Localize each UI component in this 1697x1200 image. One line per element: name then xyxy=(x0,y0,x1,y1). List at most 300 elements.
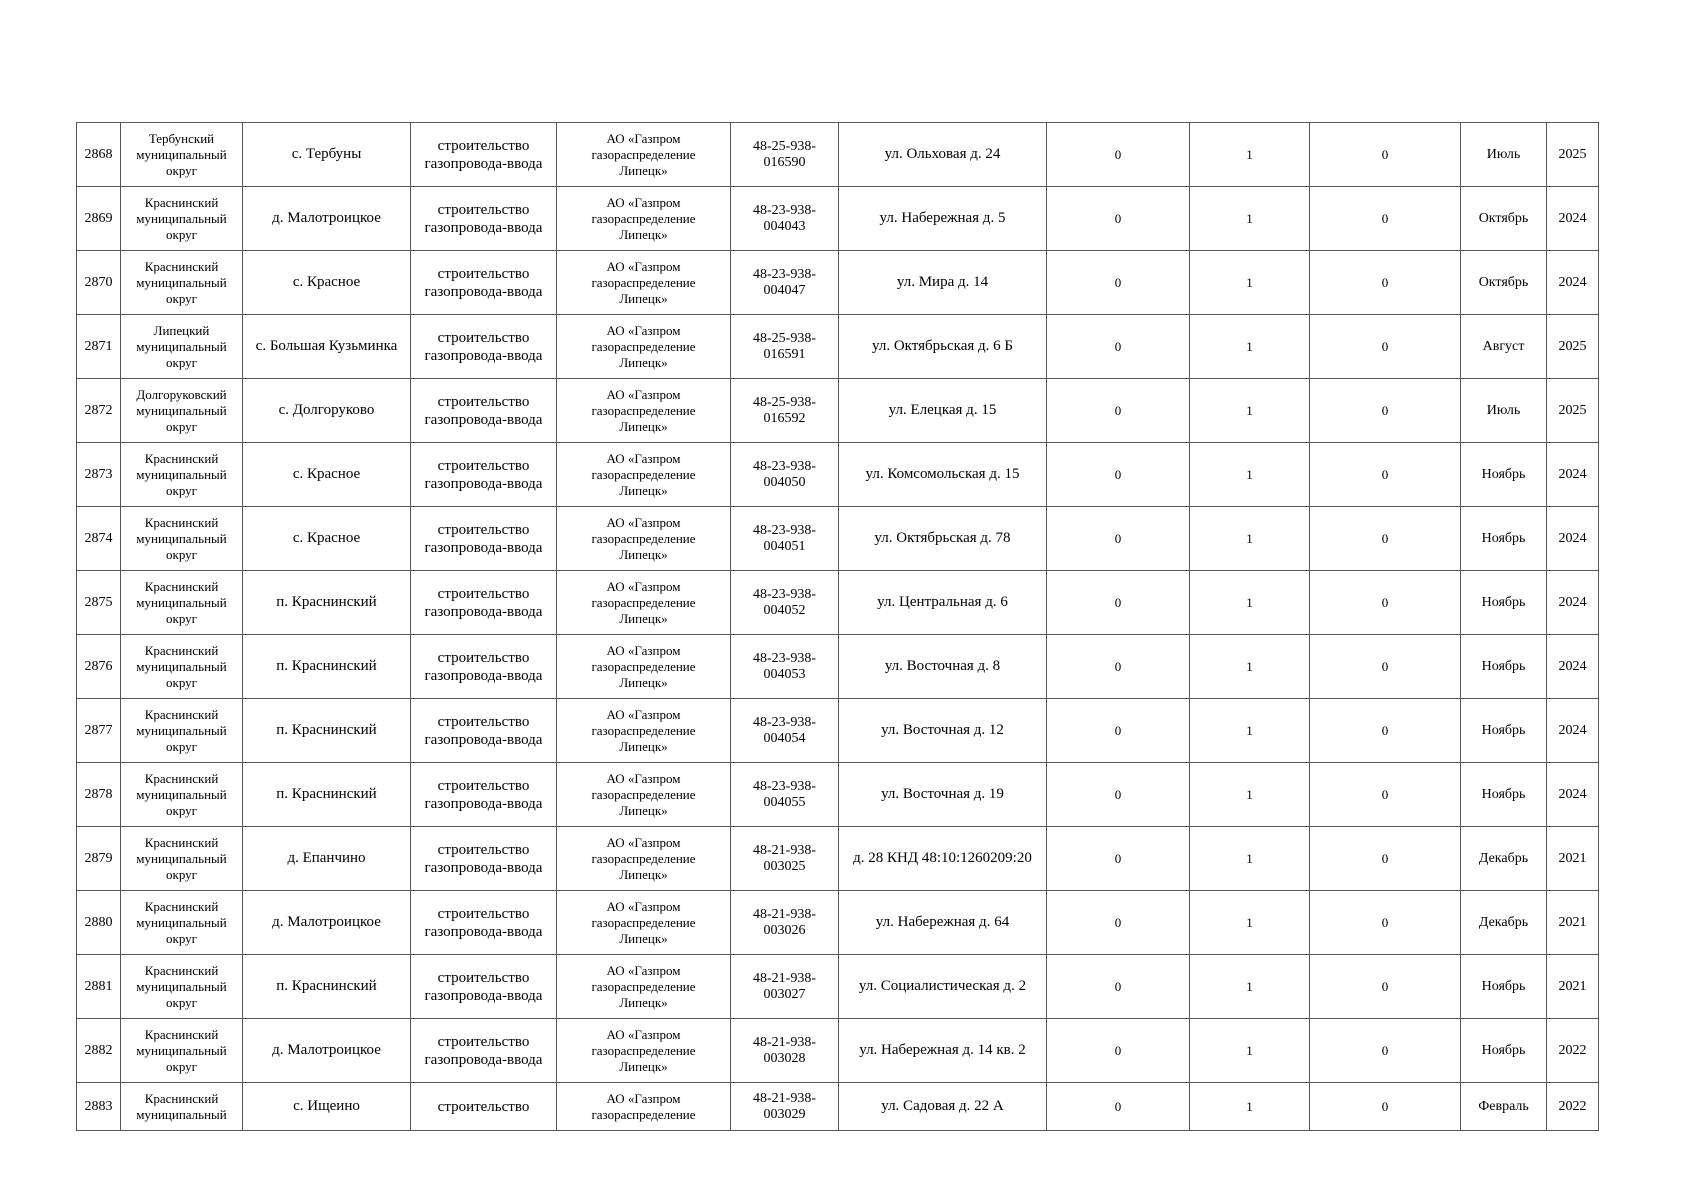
district-line: округ xyxy=(166,930,197,946)
address-cell: ул. Мира д. 14 xyxy=(839,251,1047,315)
organization-line: Липецк» xyxy=(619,930,668,946)
value-1-cell: 0 xyxy=(1047,315,1190,379)
district-line: Краснинский xyxy=(144,834,219,850)
organization-line: Липецк» xyxy=(619,418,668,434)
table-row xyxy=(77,379,1599,443)
value-2-cell: 1 xyxy=(1190,379,1310,443)
organization-cell xyxy=(557,955,731,1019)
district-line: Краснинский xyxy=(144,1026,219,1042)
object-code-line: 016592 xyxy=(763,410,806,426)
month-cell: Июль xyxy=(1461,379,1547,443)
table-row xyxy=(77,571,1599,635)
work-type-line: газопровода-ввода xyxy=(424,475,543,492)
data-table xyxy=(76,122,1599,1131)
organization-cell xyxy=(557,507,731,571)
organization-line: АО «Газпром xyxy=(606,898,681,914)
work-type-line: строительство xyxy=(437,265,530,282)
organization-line: Липецк» xyxy=(619,354,668,370)
organization-cell xyxy=(557,123,731,187)
value-1-cell: 0 xyxy=(1047,699,1190,763)
district-line: Краснинский xyxy=(144,706,219,722)
district-line: муниципальный xyxy=(136,722,227,738)
object-code-line: 48-23-938- xyxy=(753,586,816,602)
district-cell xyxy=(121,251,243,315)
locality-cell: с. Тербуны xyxy=(243,123,411,187)
district-line: муниципальный xyxy=(136,274,227,290)
row-number-cell: 2873 xyxy=(77,443,121,507)
organization-line: Липецк» xyxy=(619,674,668,690)
district-line: округ xyxy=(166,226,197,242)
organization-line: АО «Газпром xyxy=(606,706,681,722)
address-cell: ул. Садовая д. 22 А xyxy=(839,1083,1047,1131)
organization-line: Липецк» xyxy=(619,802,668,818)
object-code-line: 004050 xyxy=(763,474,806,490)
year-cell: 2025 xyxy=(1547,379,1599,443)
district-cell xyxy=(121,1019,243,1083)
district-cell xyxy=(121,507,243,571)
row-number-cell: 2869 xyxy=(77,187,121,251)
district-line: муниципальный xyxy=(136,914,227,930)
year-cell: 2021 xyxy=(1547,891,1599,955)
work-type-cell xyxy=(411,827,557,891)
table-row xyxy=(77,763,1599,827)
value-2-cell: 1 xyxy=(1190,699,1310,763)
organization-line: АО «Газпром xyxy=(606,450,681,466)
district-line: округ xyxy=(166,418,197,434)
value-3-cell: 0 xyxy=(1310,507,1461,571)
value-3-cell: 0 xyxy=(1310,571,1461,635)
year-cell: 2024 xyxy=(1547,571,1599,635)
organization-cell xyxy=(557,379,731,443)
work-type-line: газопровода-ввода xyxy=(424,219,543,236)
district-line: Краснинский xyxy=(144,194,219,210)
work-type-cell xyxy=(411,571,557,635)
row-number-cell: 2880 xyxy=(77,891,121,955)
organization-line: газораспределение xyxy=(591,594,696,610)
object-code-line: 016590 xyxy=(763,154,806,170)
table-row xyxy=(77,699,1599,763)
value-2-cell: 1 xyxy=(1190,123,1310,187)
work-type-line: строительство xyxy=(437,329,530,346)
year-cell: 2024 xyxy=(1547,251,1599,315)
district-line: муниципальный xyxy=(136,978,227,994)
district-line: округ xyxy=(166,290,197,306)
value-2-cell: 1 xyxy=(1190,827,1310,891)
locality-cell: с. Красное xyxy=(243,507,411,571)
district-line: муниципальный xyxy=(136,530,227,546)
object-code-line: 48-25-938- xyxy=(753,138,816,154)
work-type-line: газопровода-ввода xyxy=(424,1051,543,1068)
row-number-cell: 2870 xyxy=(77,251,121,315)
district-line: муниципальный xyxy=(136,210,227,226)
locality-cell: д. Малотроицкое xyxy=(243,891,411,955)
value-3-cell: 0 xyxy=(1310,699,1461,763)
organization-line: Липецк» xyxy=(619,226,668,242)
district-line: округ xyxy=(166,674,197,690)
organization-line: АО «Газпром xyxy=(606,770,681,786)
organization-line: АО «Газпром xyxy=(606,322,681,338)
district-line: округ xyxy=(166,866,197,882)
value-2-cell: 1 xyxy=(1190,891,1310,955)
organization-line: Липецк» xyxy=(619,994,668,1010)
organization-line: газораспределение xyxy=(591,338,696,354)
value-2-cell: 1 xyxy=(1190,443,1310,507)
object-code-cell xyxy=(731,507,839,571)
month-cell: Ноябрь xyxy=(1461,955,1547,1019)
month-cell: Июль xyxy=(1461,123,1547,187)
object-code-cell xyxy=(731,123,839,187)
year-cell: 2025 xyxy=(1547,123,1599,187)
object-code-cell xyxy=(731,827,839,891)
organization-line: Липецк» xyxy=(619,546,668,562)
value-2-cell: 1 xyxy=(1190,507,1310,571)
organization-line: газораспределение xyxy=(591,146,696,162)
district-cell xyxy=(121,699,243,763)
organization-line: газораспределение xyxy=(591,274,696,290)
object-code-line: 48-23-938- xyxy=(753,778,816,794)
object-code-line: 004054 xyxy=(763,730,806,746)
organization-line: газораспределение xyxy=(591,658,696,674)
district-line: Тербунский xyxy=(148,130,215,146)
work-type-line: строительство xyxy=(437,649,530,666)
organization-cell xyxy=(557,315,731,379)
year-cell: 2021 xyxy=(1547,955,1599,1019)
object-code-line: 48-23-938- xyxy=(753,522,816,538)
value-2-cell: 1 xyxy=(1190,955,1310,1019)
locality-cell: п. Краснинский xyxy=(243,955,411,1019)
organization-line: АО «Газпром xyxy=(606,578,681,594)
work-type-cell xyxy=(411,443,557,507)
organization-line: АО «Газпром xyxy=(606,834,681,850)
locality-cell: п. Краснинский xyxy=(243,763,411,827)
locality-cell: с. Долгоруково xyxy=(243,379,411,443)
district-cell xyxy=(121,123,243,187)
organization-line: газораспределение xyxy=(591,914,696,930)
table-row xyxy=(77,1083,1599,1131)
work-type-line: строительство xyxy=(437,841,530,858)
district-line: муниципальный xyxy=(136,466,227,482)
district-line: Долгоруковский xyxy=(136,386,227,402)
work-type-cell xyxy=(411,763,557,827)
address-cell: ул. Набережная д. 64 xyxy=(839,891,1047,955)
work-type-line: строительство xyxy=(437,1033,530,1050)
value-3-cell: 0 xyxy=(1310,379,1461,443)
organization-line: Липецк» xyxy=(619,738,668,754)
row-number-cell: 2878 xyxy=(77,763,121,827)
work-type-line: строительство xyxy=(437,457,530,474)
object-code-line: 004052 xyxy=(763,602,806,618)
district-line: муниципальный xyxy=(136,338,227,354)
locality-cell: с. Большая Кузьминка xyxy=(243,315,411,379)
district-cell xyxy=(121,379,243,443)
work-type-line: строительство xyxy=(437,905,530,922)
value-2-cell: 1 xyxy=(1190,315,1310,379)
month-cell: Октябрь xyxy=(1461,251,1547,315)
value-1-cell: 0 xyxy=(1047,123,1190,187)
value-3-cell: 0 xyxy=(1310,187,1461,251)
table-row xyxy=(77,635,1599,699)
district-line: округ xyxy=(166,610,197,626)
work-type-line: строительство xyxy=(437,585,530,602)
value-3-cell: 0 xyxy=(1310,827,1461,891)
table-row xyxy=(77,443,1599,507)
year-cell: 2024 xyxy=(1547,507,1599,571)
work-type-line: строительство xyxy=(437,1098,530,1115)
year-cell: 2024 xyxy=(1547,187,1599,251)
district-line: муниципальный xyxy=(136,658,227,674)
year-cell: 2024 xyxy=(1547,763,1599,827)
object-code-line: 48-21-938- xyxy=(753,906,816,922)
address-cell: ул. Комсомольская д. 15 xyxy=(839,443,1047,507)
work-type-line: строительство xyxy=(437,393,530,410)
row-number-cell: 2879 xyxy=(77,827,121,891)
address-cell: ул. Восточная д. 8 xyxy=(839,635,1047,699)
year-cell: 2022 xyxy=(1547,1083,1599,1131)
row-number-cell: 2872 xyxy=(77,379,121,443)
table-row xyxy=(77,955,1599,1019)
district-cell xyxy=(121,827,243,891)
address-cell: ул. Центральная д. 6 xyxy=(839,571,1047,635)
organization-line: газораспределение xyxy=(591,530,696,546)
value-3-cell: 0 xyxy=(1310,315,1461,379)
work-type-line: газопровода-ввода xyxy=(424,987,543,1004)
organization-cell xyxy=(557,571,731,635)
organization-line: АО «Газпром xyxy=(606,386,681,402)
work-type-cell xyxy=(411,315,557,379)
object-code-line: 003025 xyxy=(763,858,806,874)
value-3-cell: 0 xyxy=(1310,955,1461,1019)
object-code-cell xyxy=(731,891,839,955)
address-cell: ул. Октябрьская д. 78 xyxy=(839,507,1047,571)
work-type-cell xyxy=(411,507,557,571)
month-cell: Декабрь xyxy=(1461,827,1547,891)
month-cell: Ноябрь xyxy=(1461,443,1547,507)
value-1-cell: 0 xyxy=(1047,827,1190,891)
object-code-line: 004047 xyxy=(763,282,806,298)
row-number-cell: 2882 xyxy=(77,1019,121,1083)
organization-cell xyxy=(557,635,731,699)
work-type-cell xyxy=(411,379,557,443)
object-code-cell xyxy=(731,379,839,443)
value-1-cell: 0 xyxy=(1047,443,1190,507)
value-3-cell: 0 xyxy=(1310,123,1461,187)
value-1-cell: 0 xyxy=(1047,763,1190,827)
organization-cell xyxy=(557,699,731,763)
table-row xyxy=(77,891,1599,955)
organization-line: газораспределение xyxy=(591,722,696,738)
district-cell xyxy=(121,891,243,955)
organization-cell xyxy=(557,251,731,315)
month-cell: Август xyxy=(1461,315,1547,379)
month-cell: Ноябрь xyxy=(1461,763,1547,827)
district-line: муниципальный xyxy=(136,594,227,610)
value-2-cell: 1 xyxy=(1190,251,1310,315)
value-2-cell: 1 xyxy=(1190,187,1310,251)
value-1-cell: 0 xyxy=(1047,571,1190,635)
district-cell xyxy=(121,571,243,635)
organization-line: газораспределение xyxy=(591,210,696,226)
locality-cell: п. Краснинский xyxy=(243,699,411,763)
work-type-cell xyxy=(411,891,557,955)
district-line: муниципальный xyxy=(136,1106,227,1122)
district-line: Краснинский xyxy=(144,962,219,978)
object-code-line: 48-23-938- xyxy=(753,458,816,474)
object-code-line: 003029 xyxy=(763,1106,806,1122)
year-cell: 2025 xyxy=(1547,315,1599,379)
work-type-line: газопровода-ввода xyxy=(424,283,543,300)
object-code-line: 48-21-938- xyxy=(753,1090,816,1106)
address-cell: ул. Октябрьская д. 6 Б xyxy=(839,315,1047,379)
object-code-cell xyxy=(731,635,839,699)
district-line: округ xyxy=(166,994,197,1010)
value-1-cell: 0 xyxy=(1047,955,1190,1019)
month-cell: Ноябрь xyxy=(1461,1019,1547,1083)
value-1-cell: 0 xyxy=(1047,379,1190,443)
organization-line: АО «Газпром xyxy=(606,130,681,146)
year-cell: 2024 xyxy=(1547,699,1599,763)
object-code-line: 48-25-938- xyxy=(753,394,816,410)
month-cell: Ноябрь xyxy=(1461,571,1547,635)
organization-line: газораспределение xyxy=(591,786,696,802)
object-code-cell xyxy=(731,443,839,507)
object-code-line: 48-21-938- xyxy=(753,1034,816,1050)
district-line: округ xyxy=(166,802,197,818)
table-row xyxy=(77,1019,1599,1083)
address-cell: ул. Набережная д. 5 xyxy=(839,187,1047,251)
locality-cell: с. Красное xyxy=(243,443,411,507)
organization-cell xyxy=(557,891,731,955)
value-1-cell: 0 xyxy=(1047,1019,1190,1083)
locality-cell: д. Малотроицкое xyxy=(243,187,411,251)
work-type-cell xyxy=(411,251,557,315)
locality-cell: д. Малотроицкое xyxy=(243,1019,411,1083)
organization-line: Липецк» xyxy=(619,290,668,306)
locality-cell: с. Красное xyxy=(243,251,411,315)
object-code-line: 48-25-938- xyxy=(753,330,816,346)
address-cell: ул. Социалистическая д. 2 xyxy=(839,955,1047,1019)
work-type-cell xyxy=(411,699,557,763)
address-cell: ул. Елецкая д. 15 xyxy=(839,379,1047,443)
value-1-cell: 0 xyxy=(1047,187,1190,251)
district-line: муниципальный xyxy=(136,402,227,418)
object-code-line: 003026 xyxy=(763,922,806,938)
organization-line: Липецк» xyxy=(619,1058,668,1074)
value-3-cell: 0 xyxy=(1310,251,1461,315)
district-line: округ xyxy=(166,738,197,754)
district-line: муниципальный xyxy=(136,1042,227,1058)
address-cell: ул. Ольховая д. 24 xyxy=(839,123,1047,187)
object-code-cell xyxy=(731,315,839,379)
work-type-line: строительство xyxy=(437,969,530,986)
organization-line: Липецк» xyxy=(619,610,668,626)
value-1-cell: 0 xyxy=(1047,507,1190,571)
organization-cell xyxy=(557,1083,731,1131)
work-type-line: газопровода-ввода xyxy=(424,795,543,812)
district-line: округ xyxy=(166,546,197,562)
value-2-cell: 1 xyxy=(1190,635,1310,699)
organization-line: АО «Газпром xyxy=(606,962,681,978)
district-line: Липецкий xyxy=(153,322,210,338)
value-2-cell: 1 xyxy=(1190,1019,1310,1083)
organization-line: газораспределение xyxy=(591,402,696,418)
district-line: округ xyxy=(166,354,197,370)
work-type-cell xyxy=(411,955,557,1019)
organization-cell xyxy=(557,1019,731,1083)
organization-line: АО «Газпром xyxy=(606,258,681,274)
locality-cell: с. Ищеино xyxy=(243,1083,411,1131)
table-body xyxy=(77,123,1599,1131)
work-type-cell xyxy=(411,635,557,699)
work-type-line: газопровода-ввода xyxy=(424,155,543,172)
value-1-cell: 0 xyxy=(1047,635,1190,699)
work-type-line: строительство xyxy=(437,521,530,538)
organization-line: АО «Газпром xyxy=(606,642,681,658)
district-cell xyxy=(121,635,243,699)
district-line: Краснинский xyxy=(144,642,219,658)
organization-cell xyxy=(557,827,731,891)
work-type-cell xyxy=(411,1083,557,1131)
object-code-line: 004051 xyxy=(763,538,806,554)
row-number-cell: 2881 xyxy=(77,955,121,1019)
object-code-cell xyxy=(731,251,839,315)
value-3-cell: 0 xyxy=(1310,443,1461,507)
work-type-cell xyxy=(411,123,557,187)
work-type-cell xyxy=(411,1019,557,1083)
district-line: округ xyxy=(166,1058,197,1074)
work-type-line: газопровода-ввода xyxy=(424,859,543,876)
object-code-line: 48-23-938- xyxy=(753,714,816,730)
object-code-line: 016591 xyxy=(763,346,806,362)
month-cell: Ноябрь xyxy=(1461,699,1547,763)
row-number-cell: 2883 xyxy=(77,1083,121,1131)
value-3-cell: 0 xyxy=(1310,1019,1461,1083)
month-cell: Февраль xyxy=(1461,1083,1547,1131)
object-code-cell xyxy=(731,571,839,635)
work-type-line: газопровода-ввода xyxy=(424,411,543,428)
organization-line: АО «Газпром xyxy=(606,194,681,210)
district-line: Краснинский xyxy=(144,1090,219,1106)
locality-cell: п. Краснинский xyxy=(243,571,411,635)
address-cell: ул. Восточная д. 19 xyxy=(839,763,1047,827)
month-cell: Октябрь xyxy=(1461,187,1547,251)
value-1-cell: 0 xyxy=(1047,1083,1190,1131)
district-line: муниципальный xyxy=(136,146,227,162)
address-cell: ул. Набережная д. 14 кв. 2 xyxy=(839,1019,1047,1083)
object-code-line: 004053 xyxy=(763,666,806,682)
organization-line: Липецк» xyxy=(619,162,668,178)
month-cell: Ноябрь xyxy=(1461,635,1547,699)
row-number-cell: 2875 xyxy=(77,571,121,635)
organization-line: АО «Газпром xyxy=(606,1090,681,1106)
district-line: Краснинский xyxy=(144,770,219,786)
organization-line: газораспределение xyxy=(591,978,696,994)
district-cell xyxy=(121,315,243,379)
year-cell: 2024 xyxy=(1547,635,1599,699)
work-type-line: газопровода-ввода xyxy=(424,603,543,620)
value-2-cell: 1 xyxy=(1190,1083,1310,1131)
object-code-cell xyxy=(731,1019,839,1083)
value-3-cell: 0 xyxy=(1310,891,1461,955)
value-2-cell: 1 xyxy=(1190,571,1310,635)
address-cell: д. 28 КНД 48:10:1260209:20 xyxy=(839,827,1047,891)
row-number-cell: 2876 xyxy=(77,635,121,699)
work-type-line: газопровода-ввода xyxy=(424,539,543,556)
work-type-line: газопровода-ввода xyxy=(424,923,543,940)
object-code-line: 004043 xyxy=(763,218,806,234)
object-code-cell xyxy=(731,187,839,251)
district-cell xyxy=(121,763,243,827)
district-line: муниципальный xyxy=(136,850,227,866)
